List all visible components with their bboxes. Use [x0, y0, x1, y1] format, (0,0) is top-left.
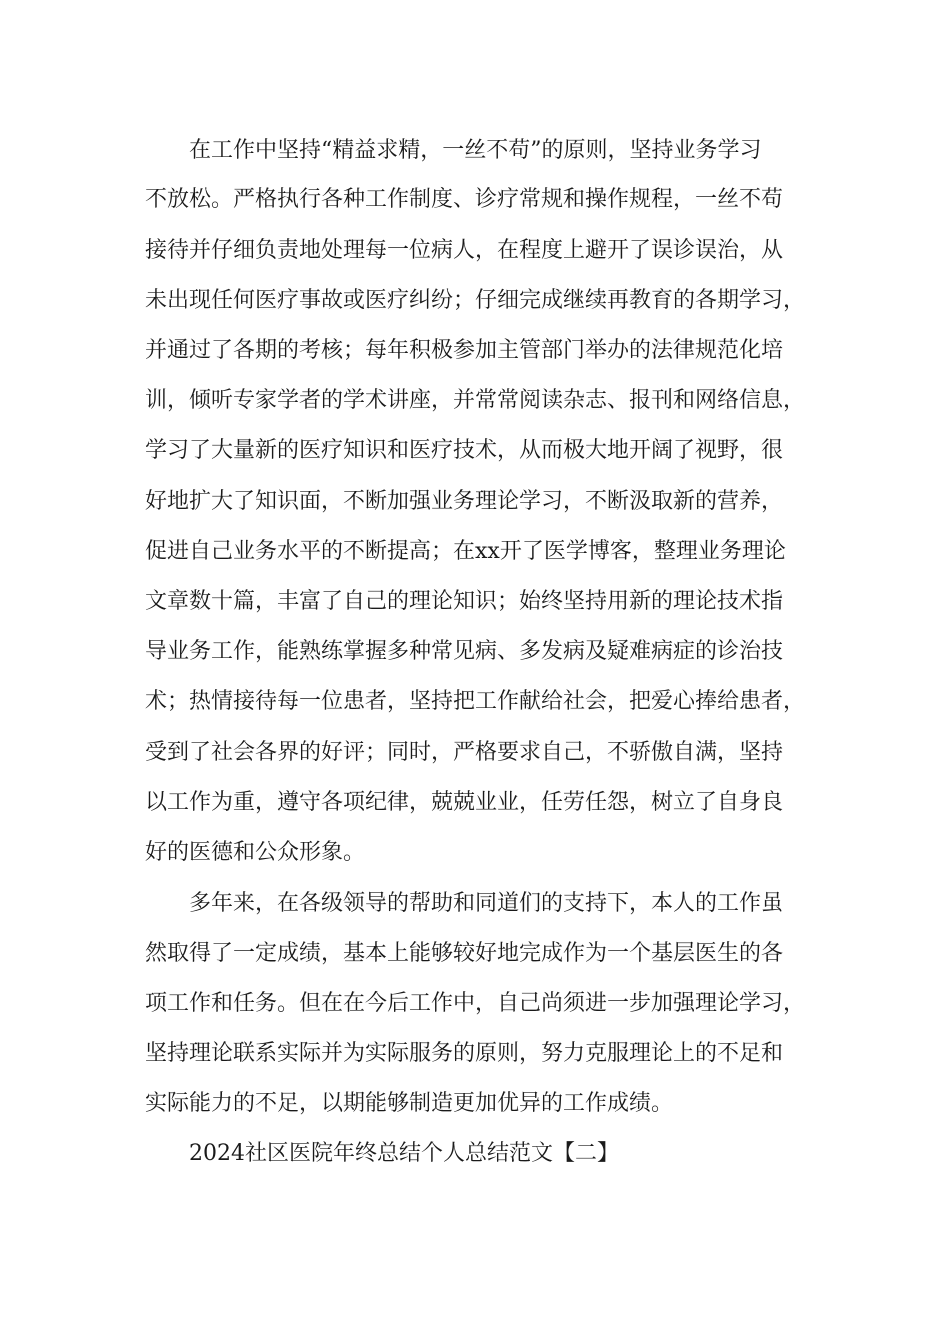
paragraph-line: 项工作和任务。但在在今后工作中，自己尚须进一步加强理论学习， [145, 991, 806, 1016]
paragraph-line: 并通过了各期的考核；每年积极参加主管部门举办的法律规范化培 [145, 338, 784, 363]
paragraph-line: 以工作为重，遵守各项纪律，兢兢业业，任劳任怨，树立了自身良 [145, 790, 784, 815]
paragraph-line: 受到了社会各界的好评；同时，严格要求自己，不骄傲自满，坚持 [145, 740, 784, 765]
paragraph-line: 术；热情接待每一位患者，坚持把工作献给社会，把爱心捧给患者， [145, 689, 806, 714]
paragraph-line: 在工作中坚持“精益求精，一丝不苟”的原则，坚持业务学习 [189, 138, 762, 163]
paragraph-line: 好地扩大了知识面，不断加强业务理论学习，不断汲取新的营养， [145, 489, 784, 514]
paragraph-line: 导业务工作，能熟练掌握多种常见病、多发病及疑难病症的诊治技 [145, 639, 784, 664]
paragraph-line: 不放松。严格执行各种工作制度、诊疗常规和操作规程，一丝不苟 [145, 187, 784, 212]
paragraph-line: 多年来，在各级领导的帮助和同道们的支持下，本人的工作虽 [189, 891, 784, 916]
paragraph-line: 坚持理论联系实际并为实际服务的原则，努力克服理论上的不足和 [145, 1041, 784, 1066]
paragraph-line: 好的医德和公众形象。 [145, 840, 366, 865]
paragraph-line: 促进自己业务水平的不断提高；在xx开了医学博客，整理业务理论 [145, 539, 786, 564]
paragraph-line: 学习了大量新的医疗知识和医疗技术，从而极大地开阔了视野，很 [145, 438, 784, 463]
paragraph-line: 未出现任何医疗事故或医疗纠纷；仔细完成继续再教育的各期学习， [145, 288, 806, 313]
paragraph-line: 文章数十篇，丰富了自己的理论知识；始终坚持用新的理论技术指 [145, 589, 784, 614]
paragraph-line: 训，倾听专家学者的学术讲座，并常常阅读杂志、报刊和网络信息， [145, 388, 806, 413]
paragraph-line: 然取得了一定成绩，基本上能够较好地完成作为一个基层医生的各 [145, 941, 784, 966]
paragraph-line: 接待并仔细负责地处理每一位病人，在程度上避开了误诊误治，从 [145, 238, 784, 263]
section-heading: 2024社区医院年终总结个人总结范文【二】 [189, 1141, 619, 1166]
paragraph-line: 实际能力的不足，以期能够制造更加优异的工作成绩。 [145, 1091, 674, 1116]
